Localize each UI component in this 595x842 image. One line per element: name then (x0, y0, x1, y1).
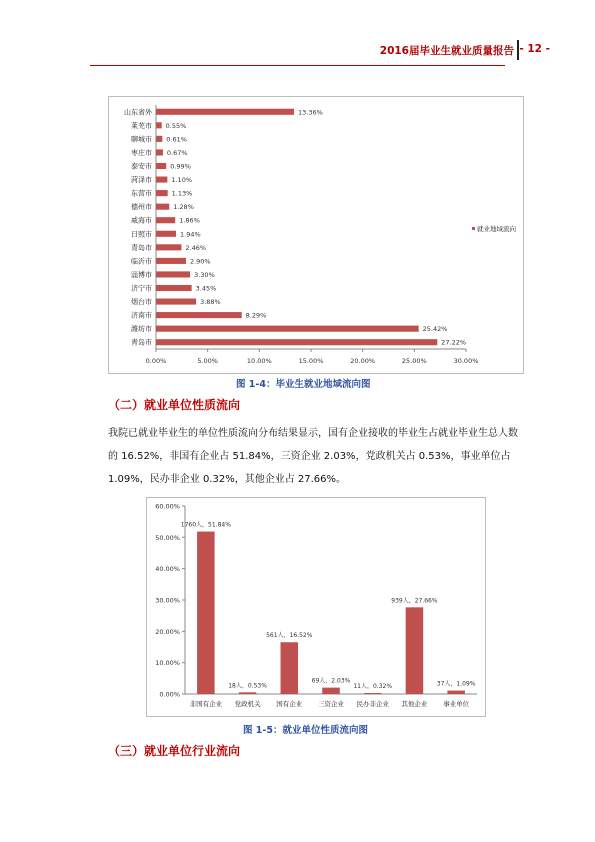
y-tick-label: 60.00% (155, 502, 180, 511)
bar (156, 299, 196, 305)
bar (156, 190, 168, 196)
category-label: 山东省外 (124, 108, 152, 117)
data-label: 1.94% (180, 230, 201, 239)
y-tick-label: 20.00% (155, 627, 180, 636)
category-label: 淄博市 (131, 270, 152, 279)
header-title: 2016届毕业生就业质量报告 (379, 45, 514, 57)
data-label: 25.42% (422, 325, 448, 334)
bar (156, 312, 242, 318)
category-label: 非国有企业 (189, 700, 223, 708)
region-bar-chart (109, 97, 523, 373)
x-tick-label: 20.00% (350, 357, 376, 365)
bar (156, 231, 176, 237)
data-label: 3.30% (194, 270, 215, 279)
page-header (90, 40, 550, 62)
figure2-caption: 图 1-5：就业单位性质流向图 (243, 725, 368, 736)
data-label: 1.86% (179, 216, 200, 225)
data-label: 3.88% (200, 298, 221, 307)
bar (156, 339, 437, 345)
legend-label: 就业地域流向 (477, 225, 516, 233)
data-label: 11人，0.32% (353, 682, 393, 690)
bar (156, 149, 163, 155)
category-label: 青岛市 (131, 243, 152, 252)
bar (156, 271, 190, 277)
bar (364, 693, 382, 694)
data-label: 3.45% (195, 284, 217, 293)
bar (156, 217, 175, 223)
bar (156, 136, 162, 142)
category-label: 民办非企业 (356, 700, 389, 708)
x-tick-label: 10.00% (246, 357, 272, 365)
data-label: 37人，1.09% (436, 680, 476, 688)
data-label: 1.13% (171, 189, 193, 198)
category-label: 东营市 (131, 189, 152, 198)
data-label: 561人，16.52% (266, 632, 313, 640)
x-tick-label: 15.00% (298, 357, 324, 365)
category-label: 德州市 (131, 203, 152, 212)
data-label: 18人，0.53% (228, 682, 267, 690)
region-chart (108, 96, 524, 374)
bar (156, 326, 419, 332)
data-label: 0.67% (166, 148, 188, 157)
bar (197, 532, 215, 694)
data-label: 1.10% (171, 176, 193, 185)
category-label: 日照市 (131, 230, 152, 239)
category-label: 枣庄市 (131, 148, 152, 157)
data-label: 0.55% (165, 121, 187, 130)
data-label: 1760人，51.84% (180, 521, 231, 529)
category-label: 菏泽市 (131, 176, 152, 185)
bar (281, 642, 299, 694)
data-label: 1.28% (173, 203, 194, 212)
category-label: 事业单位 (443, 700, 470, 708)
category-label: 济宁市 (131, 284, 152, 293)
bar (156, 109, 294, 115)
section2-heading: （二）就业单位性质流向 (108, 398, 241, 412)
section2-paragraph: 我院已就业毕业生的单位性质流向分布结果显示，国有企业接收的毕业生占就业毕业生总人数的 16.52%，非国有企业占 51.84%，三资企业 2.03%，党政机关占 0.53%，事业单位占 1.09%，民办非企业 0.32%，其他企业占 27.66%。 (108, 428, 518, 485)
x-tick-label: 25.00% (401, 357, 427, 365)
bar (156, 122, 162, 128)
data-label: 2.90% (189, 257, 211, 266)
bar (156, 244, 181, 250)
y-tick-label: 40.00% (155, 565, 180, 574)
category-label: 临沂市 (131, 257, 152, 266)
bar (239, 692, 257, 694)
category-label: 潍坊市 (131, 325, 152, 334)
bar (156, 204, 169, 210)
bar (406, 607, 424, 694)
category-label: 威海市 (131, 216, 152, 225)
x-tick-label: 30.00% (453, 357, 479, 365)
bar (156, 285, 192, 291)
category-label: 党政机关 (234, 700, 261, 708)
legend-swatch (472, 227, 475, 230)
page-number: - 12 - (519, 43, 550, 55)
figure1-caption: 图 1-4：毕业生就业地域流向图 (236, 379, 371, 390)
section3-heading: （三）就业单位行业流向 (108, 744, 241, 758)
bar (156, 177, 167, 183)
data-label: 8.29% (245, 311, 267, 320)
category-label: 聊城市 (131, 135, 152, 144)
category-label: 其他企业 (401, 700, 428, 708)
data-label: 69人，2.03% (311, 677, 351, 685)
x-tick-label: 0.00% (145, 357, 167, 365)
category-label: 济南市 (131, 311, 152, 320)
category-label: 国有企业 (276, 700, 303, 708)
y-tick-label: 0.00% (159, 690, 180, 699)
y-tick-label: 50.00% (155, 533, 180, 542)
category-label: 青岛市 (131, 338, 152, 347)
category-label: 泰安市 (131, 162, 152, 171)
category-label: 烟台市 (131, 298, 152, 307)
y-tick-label: 30.00% (155, 596, 180, 605)
unit-nature-bar-chart (147, 498, 485, 716)
category-label: 三资企业 (318, 700, 344, 708)
bar (156, 163, 166, 169)
category-label: 莱芜市 (131, 121, 152, 130)
data-label: 2.46% (185, 243, 207, 252)
x-tick-label: 5.00% (197, 357, 218, 365)
bar (156, 258, 186, 264)
y-tick-label: 10.00% (155, 659, 180, 668)
data-label: 939人，27.66% (391, 597, 438, 605)
data-label: 0.99% (170, 162, 191, 171)
bar (322, 688, 340, 694)
header-rule (90, 65, 505, 66)
data-label: 27.22% (441, 338, 467, 347)
bar (447, 691, 465, 694)
unit-nature-chart (146, 497, 486, 717)
data-label: 13.36% (298, 108, 323, 117)
data-label: 0.61% (166, 135, 187, 144)
